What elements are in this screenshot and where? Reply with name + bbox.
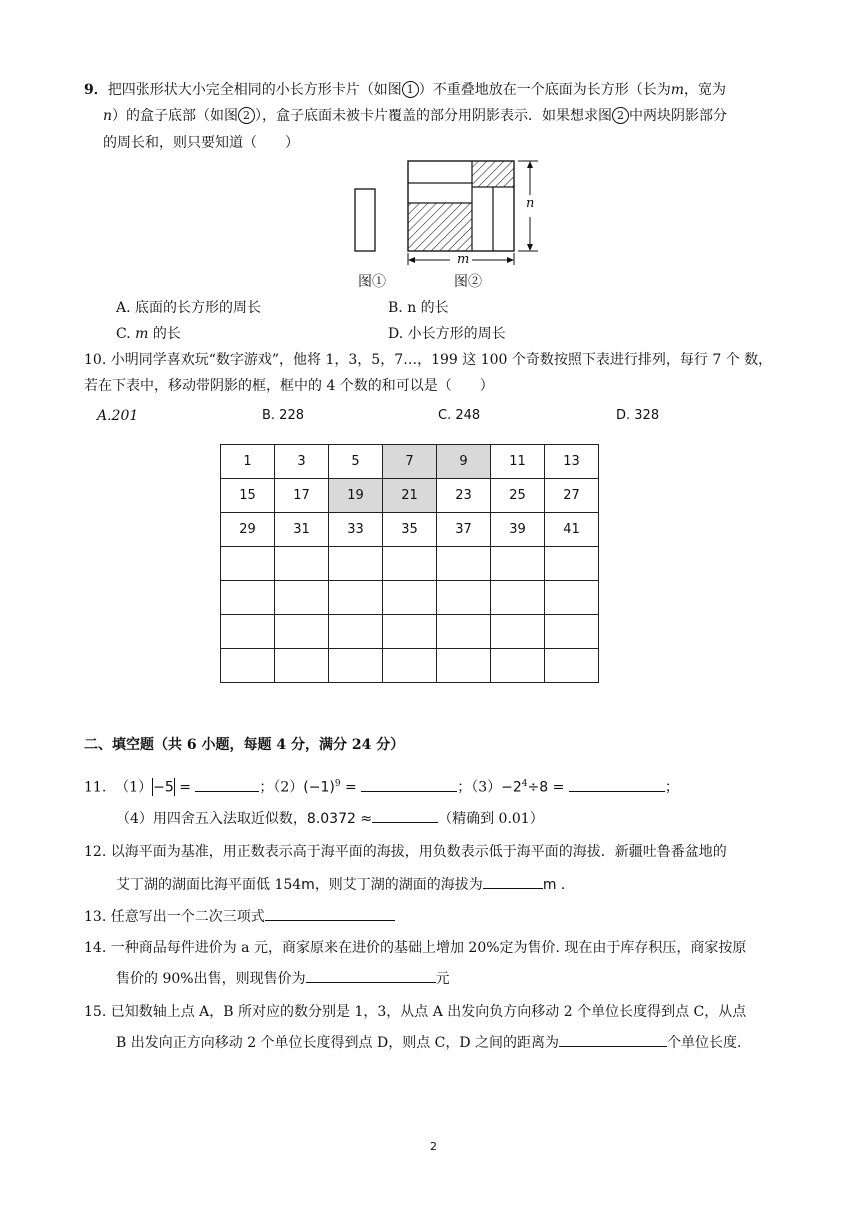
table-cell: 27 bbox=[545, 479, 599, 513]
q11-part1-expr: −5 bbox=[153, 779, 174, 796]
table-cell bbox=[329, 547, 383, 581]
table-cell bbox=[491, 581, 545, 615]
q10-option-a: A.201 bbox=[97, 408, 139, 424]
table-cell bbox=[491, 615, 545, 649]
table-row bbox=[221, 513, 599, 547]
circle-label-2: 2 bbox=[238, 107, 255, 124]
q14-text: 元 bbox=[435, 971, 450, 987]
fig1-card bbox=[355, 189, 375, 251]
q11-number: 11. bbox=[84, 779, 107, 796]
q9-line-2 bbox=[103, 106, 727, 126]
table-cell bbox=[383, 615, 437, 649]
option-c-suffix: 的长 bbox=[152, 326, 181, 342]
table-cell bbox=[221, 649, 275, 683]
q10-line-1: 10. 小明同学喜欢玩“数字游戏”，他将 1，3，5，7…，199 这 100 个奇数按照下表进行排列，每行 7 个 数， bbox=[84, 352, 773, 368]
table-cell bbox=[437, 615, 491, 649]
table-cell bbox=[491, 649, 545, 683]
q11-part1-label: （1） bbox=[115, 779, 153, 796]
answer-blank[interactable] bbox=[361, 777, 457, 792]
equals: = bbox=[179, 779, 191, 796]
table-cell: 15 bbox=[221, 479, 275, 513]
table-cell bbox=[545, 615, 599, 649]
table-cell: 21 bbox=[383, 479, 437, 513]
q9-option-d: D. 小长方形的周长 bbox=[388, 326, 506, 342]
table-cell: 1 bbox=[221, 445, 275, 479]
fig2-label: 图② bbox=[454, 274, 482, 290]
equals: = bbox=[345, 779, 357, 796]
table-cell bbox=[491, 547, 545, 581]
q11-part4-label: （4）用四舍五入法取近似数， bbox=[116, 811, 307, 827]
table-cell bbox=[275, 547, 329, 581]
table-cell: 23 bbox=[437, 479, 491, 513]
q9-option-b: B. n 的长 bbox=[388, 300, 449, 316]
table-cell bbox=[383, 649, 437, 683]
abs-bar-right bbox=[174, 778, 175, 796]
q11-end: ； bbox=[664, 779, 679, 796]
q9-text: ）不重叠地放在一个底面为长方形（长为 bbox=[418, 82, 671, 98]
section-heading: 二、填空题（共 6 小题，每题 4 分，满分 24 分） bbox=[84, 737, 405, 753]
q13-line bbox=[84, 906, 395, 927]
table-row bbox=[221, 479, 599, 513]
circle-label-1: 1 bbox=[402, 81, 419, 98]
q12-line-2 bbox=[116, 874, 565, 895]
q9-text: ），盒子底面未被卡片覆盖的部分用阴影表示．如果想求图 bbox=[255, 108, 613, 124]
q11-part3-exp: 4 bbox=[521, 779, 528, 789]
q9-line-1 bbox=[84, 80, 726, 100]
table-cell bbox=[329, 581, 383, 615]
var-m: m bbox=[670, 82, 685, 98]
table-cell: 33 bbox=[329, 513, 383, 547]
table-cell: 3 bbox=[275, 445, 329, 479]
q10-line-2: 若在下表中，移动带阴影的框，框中的 4 个数的和可以是（ ） bbox=[84, 378, 494, 394]
answer-blank[interactable] bbox=[569, 777, 665, 792]
table-row bbox=[221, 581, 599, 615]
q10-option-d: D. 328 bbox=[616, 408, 660, 423]
table-cell bbox=[275, 649, 329, 683]
table-cell bbox=[545, 581, 599, 615]
q14-line-1: 14. 一种商品每件进价为 a 元，商家原来在进价的基础上增加 20%定为售价. 现在由于库存积压，商家按原 bbox=[84, 940, 747, 956]
q11-part3-base: −2 bbox=[501, 779, 522, 796]
shaded-region-1 bbox=[408, 203, 472, 251]
q9-text: 中两块阴影部分 bbox=[629, 108, 728, 124]
table-row bbox=[221, 547, 599, 581]
answer-blank[interactable] bbox=[483, 874, 543, 889]
q14-text: 售价的 90%出售，则现售价为 bbox=[116, 971, 306, 987]
q11-line-2 bbox=[116, 808, 544, 829]
answer-blank[interactable] bbox=[306, 968, 436, 983]
q11-line-1 bbox=[84, 774, 679, 798]
q10-option-c: C. 248 bbox=[438, 408, 481, 423]
table-cell bbox=[545, 649, 599, 683]
table-cell bbox=[329, 649, 383, 683]
q11-part2-base: (−1) bbox=[303, 779, 335, 796]
q15-line-1: 15. 已知数轴上点 A，B 所对应的数分别是 1，3，从点 A 出发向负方向移动 2 个单位长度得到点 C，从点 bbox=[84, 1004, 747, 1020]
table-cell bbox=[545, 547, 599, 581]
dim-n-label: n bbox=[526, 196, 535, 211]
var-m: m bbox=[135, 326, 149, 342]
q12-end: . bbox=[560, 877, 566, 893]
q9-text: ，宽为 bbox=[684, 82, 727, 98]
q10-option-b: B. 228 bbox=[262, 408, 304, 423]
answer-blank[interactable] bbox=[559, 1032, 667, 1047]
odd-number-table bbox=[220, 444, 599, 683]
table-row bbox=[221, 615, 599, 649]
table-cell: 37 bbox=[437, 513, 491, 547]
q14-line-2 bbox=[116, 968, 450, 989]
table-cell: 39 bbox=[491, 513, 545, 547]
q9-option-c bbox=[116, 324, 181, 344]
q11-part4-note: （精确到 0.01） bbox=[438, 811, 544, 827]
table-cell: 5 bbox=[329, 445, 383, 479]
table-cell: 11 bbox=[491, 445, 545, 479]
table-cell: 7 bbox=[383, 445, 437, 479]
q15-line-2 bbox=[116, 1032, 742, 1053]
table-cell: 9 bbox=[437, 445, 491, 479]
q9-text: ）的盒子底部（如图 bbox=[112, 108, 239, 124]
table-cell bbox=[221, 547, 275, 581]
table-cell bbox=[275, 615, 329, 649]
table-cell: 41 bbox=[545, 513, 599, 547]
table-cell: 17 bbox=[275, 479, 329, 513]
dim-m-label: m bbox=[457, 252, 470, 267]
table-cell bbox=[275, 581, 329, 615]
q11-part3-rest: ÷8 = bbox=[527, 779, 565, 796]
circle-label-2b: 2 bbox=[612, 107, 629, 124]
table-cell bbox=[383, 581, 437, 615]
q9-line-3: 的周长和，则只要知道（ ） bbox=[103, 135, 299, 151]
var-n: n bbox=[103, 108, 113, 124]
table-cell: 31 bbox=[275, 513, 329, 547]
table-cell bbox=[221, 581, 275, 615]
table-cell bbox=[437, 649, 491, 683]
answer-blank[interactable] bbox=[372, 808, 438, 823]
fig1-label: 图① bbox=[358, 274, 386, 290]
q11-part3-label: ；（3） bbox=[457, 779, 502, 796]
table-cell bbox=[221, 615, 275, 649]
q11-part4-expr: 8.0372 ≈ bbox=[306, 811, 373, 827]
page-number: 2 bbox=[430, 1140, 437, 1153]
unit-m: m bbox=[542, 877, 557, 893]
table-cell: 13 bbox=[545, 445, 599, 479]
table-cell bbox=[383, 547, 437, 581]
answer-blank[interactable] bbox=[265, 906, 395, 921]
q9-number: 9． bbox=[84, 82, 108, 98]
q11-part2-exp: 9 bbox=[334, 779, 341, 789]
table-row bbox=[221, 445, 599, 479]
q15-text: B 出发向正方向移动 2 个单位长度得到点 D，则点 C，D 之间的距离为 bbox=[116, 1035, 560, 1051]
table-cell: 25 bbox=[491, 479, 545, 513]
q9-text: 把四张形状大小完全相同的小长方形卡片（如图 bbox=[107, 82, 402, 98]
q15-text: 个单位长度. bbox=[667, 1035, 742, 1051]
q11-part2-label: ；（2） bbox=[259, 779, 304, 796]
unit-m: m bbox=[301, 877, 315, 893]
table-row bbox=[221, 649, 599, 683]
table-cell bbox=[329, 615, 383, 649]
answer-blank[interactable] bbox=[195, 777, 259, 792]
option-c-prefix: C. bbox=[116, 326, 131, 342]
table-cell: 29 bbox=[221, 513, 275, 547]
q12-line-1: 12. 以海平面为基准，用正数表示高于海平面的海拔，用负数表示低于海平面的海拔．新疆吐鲁番盆地的 bbox=[84, 844, 727, 860]
q12-text: ，则艾丁湖的湖面的海拔为 bbox=[314, 877, 483, 893]
q12-text: 艾丁湖的湖面比海平面低 154 bbox=[116, 877, 302, 893]
table-cell: 19 bbox=[329, 479, 383, 513]
table-cell bbox=[437, 547, 491, 581]
q13-text: 13. 任意写出一个二次三项式 bbox=[84, 909, 265, 925]
table-cell bbox=[437, 581, 491, 615]
q9-option-a: A. 底面的长方形的周长 bbox=[116, 300, 262, 316]
table-cell: 35 bbox=[383, 513, 437, 547]
shaded-region-2 bbox=[472, 161, 514, 187]
